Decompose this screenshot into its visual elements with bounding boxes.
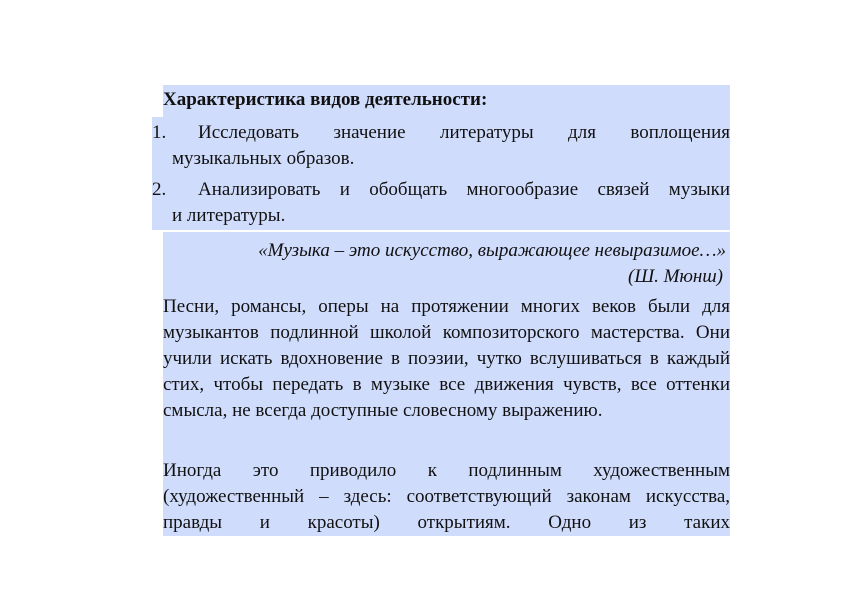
- list-item-number: 1.: [152, 122, 167, 143]
- list-item-text-line2: музыкальных образов.: [172, 148, 355, 169]
- epigraph-quote: «Музыка – это искусство, выражающее невыразимое…»: [258, 240, 726, 261]
- epigraph: [163, 232, 730, 290]
- section-heading: Характеристика видов деятельности:: [163, 85, 730, 117]
- epigraph-author: (Ш. Мюнш): [628, 266, 723, 287]
- list-item-number: 2.: [152, 179, 167, 200]
- list-item: [152, 177, 730, 229]
- list-item-text-line1: Анализировать и обобщать многообразие связей музыки: [198, 179, 730, 200]
- list-item-text-line2: и литературы.: [172, 205, 286, 226]
- body-paragraph-1: Песни, романсы, оперы на протяжении многих веков были для музыкантов подлинной школой композиторского мастерства. Они учили искать вдохновение в поэзии, чутко вслушиваться в каждый стих, чтобы передать в музыке все движения чувств, все оттенки смысла, не всегда доступные словесному выражению.: [163, 290, 730, 454]
- list-item: [152, 120, 730, 172]
- body-paragraph-2: Иногда это приводило к подлинным художественным (художественный – здесь: соответствующий законам искусства, правды и красоты) открытиям. Одно из таких: [163, 454, 730, 536]
- activity-list: [152, 117, 730, 230]
- list-item-text-line1: Исследовать значение литературы для воплощения: [198, 122, 730, 143]
